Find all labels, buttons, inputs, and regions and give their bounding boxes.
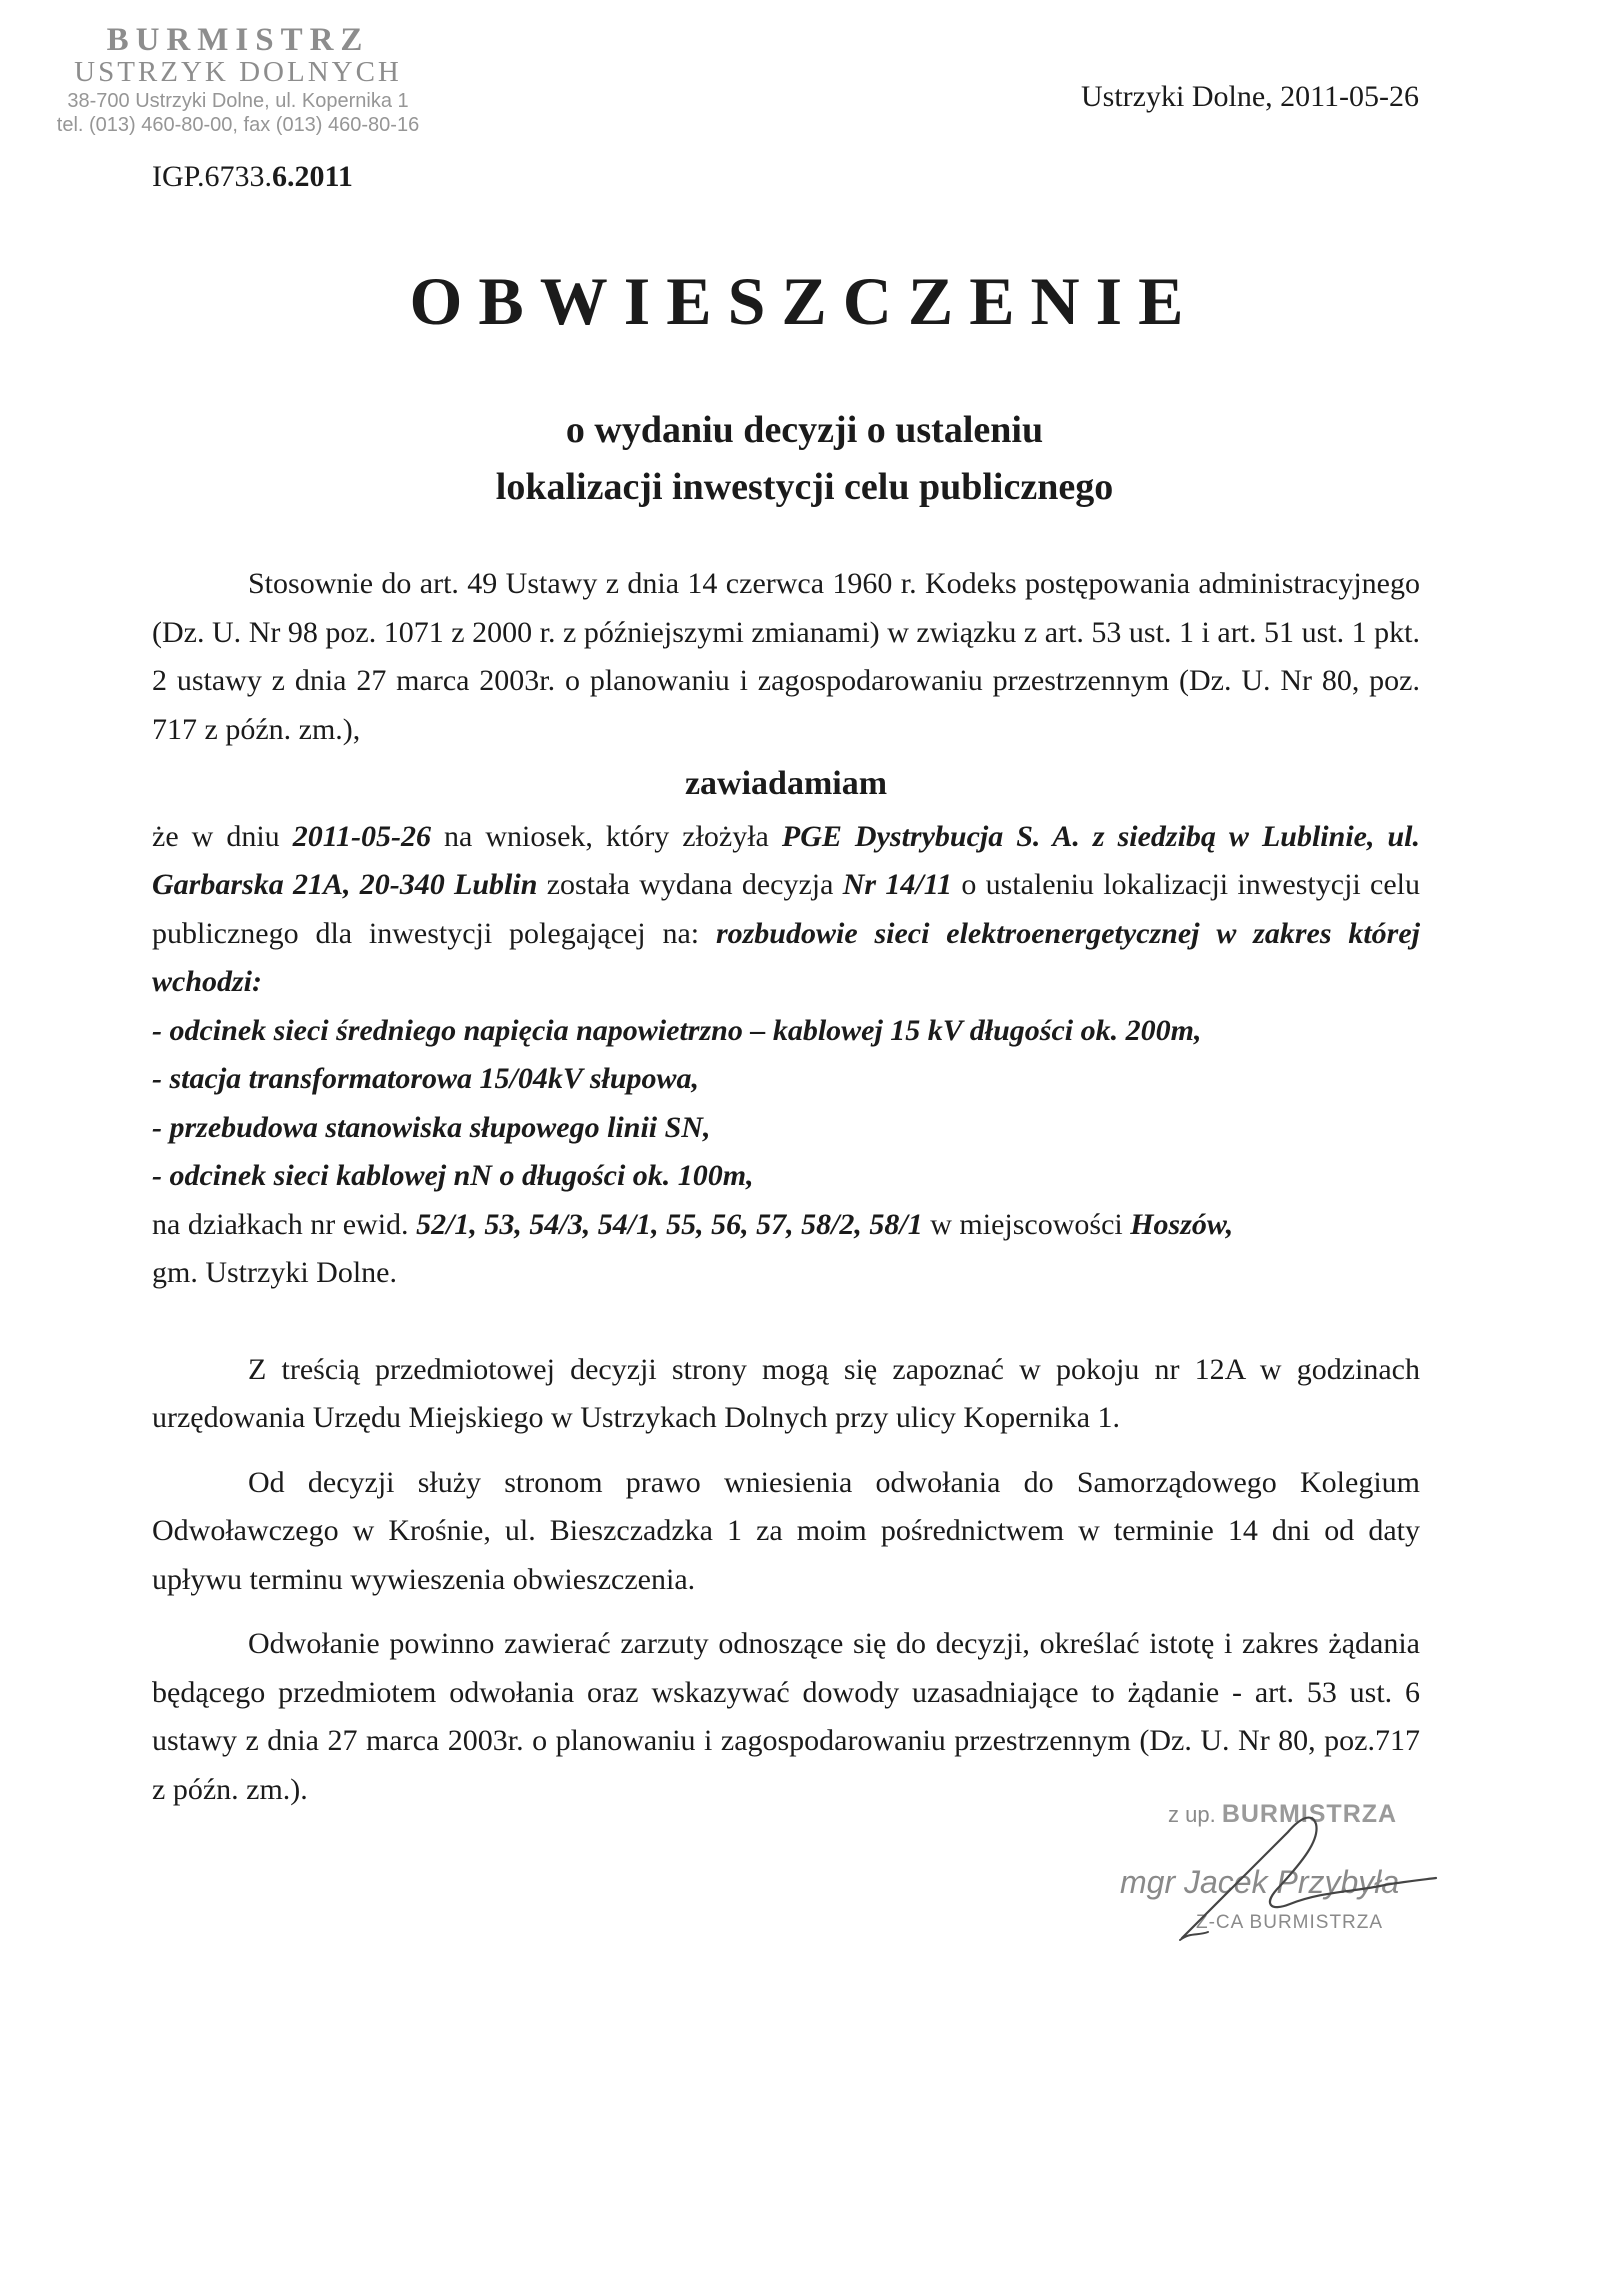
signer-name: mgr Jacek Przybyła bbox=[1120, 1864, 1400, 1900]
access-paragraph: Z treścią przedmiotowej decyzji strony mogą się zapoznać w pokoju nr 12A w godzinach urzędowania Urzędu Miejskiego w Ustrzykach Dolnych przy ulicy Kopernika 1. bbox=[152, 1352, 1420, 1434]
spacer bbox=[152, 1604, 1420, 1620]
investment-scope: rozbudowie sieci elektroenergetycznej w zakres której wchodzi: bbox=[152, 916, 1420, 998]
office-stamp bbox=[48, 24, 428, 135]
reference-bold: 6.2011 bbox=[272, 160, 353, 193]
stamp-phone: tel. (013) 460-80-00, fax (013) 460-80-16 bbox=[56, 114, 420, 136]
applicant: PGE Dystrybucja S. A. z siedzibą w Lublinie, ul. Garbarska 21A, 20-340 Lublin bbox=[152, 819, 1421, 901]
document-subtitle bbox=[0, 402, 1609, 516]
signature-block bbox=[1120, 1800, 1500, 1950]
decision-paragraph bbox=[152, 813, 1420, 1007]
decision-text: została wydana decyzja bbox=[537, 868, 843, 901]
subtitle-line-1: o wydaniu decyzji o ustaleniu bbox=[565, 409, 1044, 451]
notify-word: zawiadamiam bbox=[684, 765, 888, 802]
legal-basis-paragraph: Stosownie do art. 49 Ustawy z dnia 14 czerwca 1960 r. Kodeks postępowania administracyjnego (Dz. U. Nr 98 poz. 1071 z 2000 r. z późniejszymi zmianami) w związku z art. 53 ust. 1 i art. 51 ust. 1 pkt. 2 ustawy z dnia 27 marca 2003r. o planowaniu i zagospodarowaniu przestrzennym (Dz. U. Nr 80, poz. 717 z późn. zm.), bbox=[152, 567, 1420, 746]
decision-text: o ustaleniu lokalizacji inwestycji celu publicznego dla inwestycji polegającej na: bbox=[152, 868, 1420, 950]
spacer bbox=[152, 1443, 1420, 1459]
appeal-content-paragraph: Odwołanie powinno zawierać zarzuty odnoszące się do decyzji, określać istotę i zakres żądania będącego przedmiotem odwołania oraz wskazywać dowody uzasadniające to żądanie - art. 53 ust. 6 ustawy z dnia 27 marca 2003r. o planowaniu i zagospodarowaniu przestrzennym (Dz. U. Nr 80, poz.717 z późn. zm.). bbox=[152, 1627, 1420, 1806]
commune-line: gm. Ustrzyki Dolne. bbox=[152, 1256, 397, 1289]
decision-date: 2011-05-26 bbox=[292, 819, 432, 853]
parcels-text: na działkach nr ewid. bbox=[152, 1207, 417, 1241]
decision-text: na wniosek, który złożyła bbox=[431, 819, 782, 853]
decision-text: że w dniu bbox=[152, 819, 293, 853]
stamp-address: 38-700 Ustrzyki Dolne, ul. Kopernika 1 bbox=[67, 90, 409, 112]
scope-item: - odcinek sieci kablowej nN o długości ok. 100m, bbox=[152, 1159, 754, 1192]
stamp-title: BURMISTRZ bbox=[106, 22, 370, 58]
parcels-paragraph bbox=[152, 1201, 1420, 1250]
signer-role: Z-CA BURMISTRZA bbox=[1196, 1912, 1384, 1933]
spacer bbox=[152, 1298, 1420, 1346]
signature-office: BURMISTRZA bbox=[1221, 1800, 1398, 1828]
document-body bbox=[152, 560, 1420, 1814]
scope-item: - przebudowa stanowiska słupowego linii SN, bbox=[152, 1110, 711, 1144]
parcels-text: w miejscowości bbox=[922, 1207, 1131, 1241]
parcel-numbers: 52/1, 53, 54/3, 54/1, 55, 56, 57, 58/2, 58/1 bbox=[416, 1207, 923, 1241]
scope-item: - odcinek sieci średniego napięcia napowietrzno – kablowej 15 kV długości ok. 200m, bbox=[152, 1013, 1202, 1047]
reference-number bbox=[152, 160, 353, 194]
appeal-paragraph: Od decyzji służy stronom prawo wniesienia odwołania do Samorządowego Kolegium Odwoławczego w Krośnie, ul. Bieszczadzka 1 za moim pośrednictwem w terminie 14 dni od daty upływu terminu wywieszenia obwieszczenia. bbox=[152, 1465, 1420, 1596]
handwritten-signature bbox=[1120, 1800, 1500, 1950]
place-and-date: Ustrzyki Dolne, 2011-05-26 bbox=[1081, 80, 1419, 113]
stamp-subtitle: USTRZYK DOLNYCH bbox=[74, 56, 402, 88]
scope-item: - stacja transformatorowa 15/04kV słupowa, bbox=[152, 1062, 700, 1095]
village-name: Hoszów, bbox=[1130, 1207, 1234, 1241]
subtitle-line-2: lokalizacji inwestycji celu publicznego bbox=[495, 466, 1114, 508]
reference-prefix: IGP.6733. bbox=[152, 160, 273, 193]
decision-number: Nr 14/11 bbox=[842, 868, 953, 901]
signature-up-text: z up. bbox=[1168, 1802, 1216, 1827]
document-title: OBWIESZCZENIE bbox=[409, 263, 1200, 339]
